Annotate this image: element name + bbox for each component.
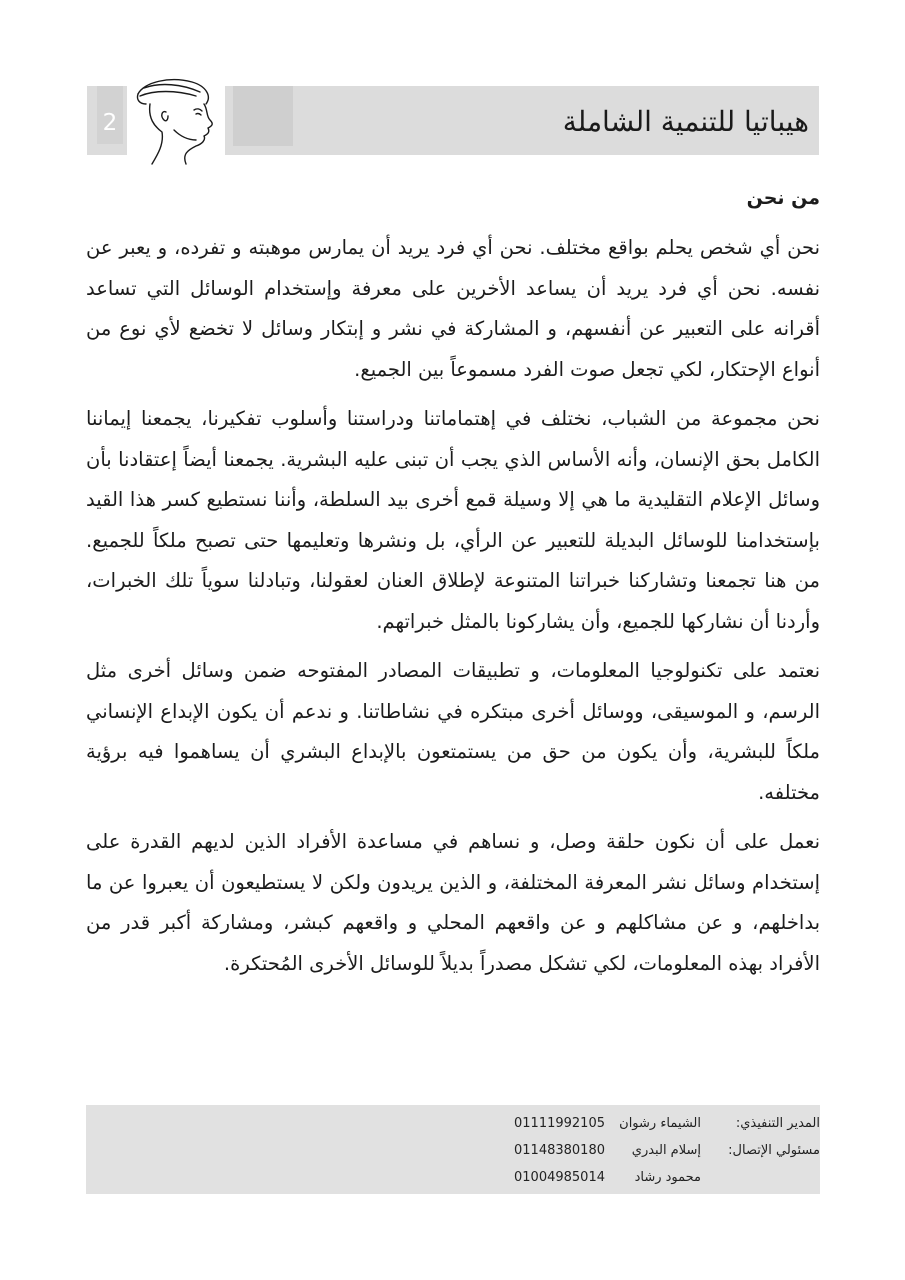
org-name-logo: هيباتيا للتنمية الشاملة (562, 105, 809, 138)
contact-footer (86, 1105, 820, 1194)
contact-row (86, 1165, 820, 1191)
paragraph: نعتمد على تكنولوجيا المعلومات، و تطبيقات المصادر المفتوحه ضمن وسائل أخرى مثل الرسم، و الموسيقى، ووسائل أخرى مبتكره في نشاطاتنا. و ندعم أن يكون الإبداع الإنساني ملكاً للبشرية، وأن يكون من حق من يستمتعون بالإبداع البشري أن يساهموا فيه برؤية مختلفه. (86, 659, 820, 804)
contact-name: إسلام البدري (631, 1143, 701, 1158)
contact-phone: 01148380180 (514, 1143, 605, 1158)
main-content (86, 178, 820, 993)
paragraph: نحن مجموعة من الشباب، نختلف في إهتماماتنا ودراستنا وأسلوب تفكيرنا، يجمعنا إيماننا الكامل بحق الإنسان، وأنه الأساس الذي يجب أن تبنى عليه البشرية. يجمعنا أيضاً إعتقادنا بأن وسائل الإعلام التقليدية ما هي إلا وسيلة قمع أخرى بيد السلطة، وأننا نستطيع كسر هذا القيد بإستخدامنا للوسائل البديلة للتعبير عن الرأي، بل ونشرها وتعليمها حتى تصبح ملكاً للجميع. من هنا تجمعنا وتشاركنا خبراتنا المتنوعة لإطلاق العنان لعقولنا، وتبادلنا سوياً تلك الخبرات، وأردنا أن نشاركها للجميع، وأن يشاركونا بالمثل خبراتهم. (86, 407, 820, 633)
contact-row (86, 1111, 820, 1137)
paragraph: نحن أي شخص يحلم بواقع مختلف. نحن أي فرد يريد أن يمارس موهبته و تفرده، و يعبر عن نفسه. نحن أي فرد يريد أن يساعد الأخرين على معرفة وإستخدام الوسائل التي تساعد أقرانه على التعبير عن أنفسهم، و المشاركة في نشر و إبتكار وسائل لا تخضع لأي نوع من أنواع الإحتكار، لكي تجعل صوت الفرد مسموعاً بين الجميع. (86, 236, 820, 381)
contact-row (86, 1138, 820, 1164)
contact-phone: 01111992105 (514, 1116, 605, 1131)
contact-name: الشيماء رشوان (619, 1116, 701, 1131)
contact-name: محمود رشاد (634, 1170, 701, 1185)
paragraph: نعمل على أن نكون حلقة وصل، و نساهم في مساعدة الأفراد الذين لديهم القدرة على إستخدام وسائل نشر المعرفة المختلفة، و الذين يريدون ولكن لا يستطيعون أن يعبروا عن ما بداخلهم، و عن مشاكلهم و عن واقعهم المحلي و واقعهم كبشر، ومشاركة أكبر قدر من الأفراد بهذه المعلومات، لكي تشكل مصدراً بديلاً للوسائل الأخرى المُحتكرة. (86, 830, 820, 975)
page-number: 2 (97, 86, 123, 144)
contact-role: المدير التنفيذي: (735, 1116, 820, 1131)
header-decor-box (233, 86, 293, 146)
section-title: من نحن (746, 187, 820, 209)
person-turban-sketch-icon (130, 74, 226, 166)
contact-role: مسئولي الإتصال: (728, 1143, 820, 1158)
contact-phone: 01004985014 (514, 1170, 605, 1185)
